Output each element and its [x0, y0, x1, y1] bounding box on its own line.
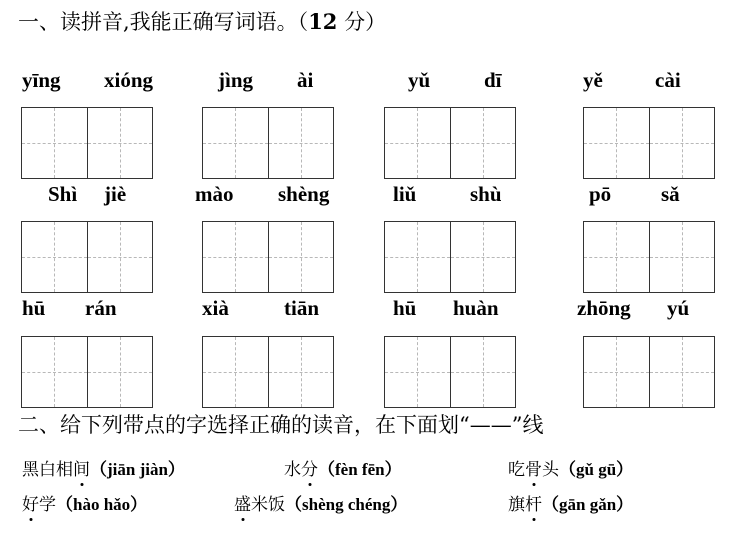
reading-item-6[interactable] [508, 490, 633, 515]
reading-item-2[interactable] [284, 455, 402, 480]
section-1-title-text: 一、读拼音,我能正确写词语。（ [18, 10, 309, 34]
writing-box-r2-g2[interactable] [202, 221, 334, 293]
pinyin-r3-g4-a: zhōng [577, 296, 631, 320]
pinyin-r1-g4-b: cài [655, 68, 681, 92]
reading-item-3[interactable] [508, 455, 633, 480]
char-cell[interactable] [22, 222, 87, 292]
writing-box-r3-g1[interactable] [21, 336, 153, 408]
pinyin-options[interactable]: （gǔ gū） [559, 460, 634, 479]
char-cell[interactable] [649, 108, 715, 178]
section-1-score: 12 [308, 9, 338, 34]
char-cell[interactable] [450, 108, 516, 178]
pinyin-r2-g1-b: jiè [104, 182, 127, 206]
char-cell[interactable] [22, 108, 87, 178]
pinyin-r1-g3-a: yǔ [408, 68, 431, 92]
pinyin-r2-g3-a: liǔ [393, 182, 417, 206]
writing-box-r2-g4[interactable] [583, 221, 715, 293]
pinyin-options[interactable]: （gān gǎn） [542, 495, 634, 514]
char-cell[interactable] [203, 222, 268, 292]
section-1-title [18, 6, 386, 36]
dotted-char: 好 [22, 495, 39, 515]
writing-box-r2-g3[interactable] [384, 221, 516, 293]
writing-box-r1-g2[interactable] [202, 107, 334, 179]
dotted-char: 盛 [234, 495, 251, 515]
pinyin-r3-g1-a: hū [22, 296, 46, 320]
section-2-title: 二、给下列带点的字选择正确的读音，在下面划“——”线 [18, 413, 544, 437]
pinyin-r2-g4-a: pō [589, 182, 612, 206]
section-1-title-end: 分） [337, 10, 387, 34]
reading-item-5[interactable] [234, 490, 407, 515]
pinyin-r1-g1-b: xióng [104, 68, 154, 92]
pinyin-r1-g2-b: ài [297, 68, 314, 92]
pinyin-options[interactable]: （hào hǎo） [56, 495, 148, 514]
item-text-pre: 旗 [508, 495, 525, 515]
pinyin-r2-g3-b: shù [470, 182, 502, 206]
char-cell[interactable] [649, 222, 715, 292]
pinyin-r3-g2-a: xià [202, 296, 229, 320]
reading-item-4[interactable] [22, 490, 147, 515]
item-text-post: 米饭 [251, 495, 285, 515]
pinyin-r3-g4-b: yú [667, 296, 690, 320]
writing-box-r1-g3[interactable] [384, 107, 516, 179]
writing-box-r3-g3[interactable] [384, 336, 516, 408]
char-cell[interactable] [87, 337, 153, 407]
reading-item-1[interactable] [22, 455, 185, 480]
char-cell[interactable] [649, 337, 715, 407]
pinyin-r1-g2-a: jìng [218, 68, 254, 92]
writing-box-r1-g4[interactable] [583, 107, 715, 179]
char-cell[interactable] [22, 337, 87, 407]
char-cell[interactable] [87, 222, 153, 292]
pinyin-r3-g1-b: rán [85, 296, 117, 320]
char-cell[interactable] [268, 108, 334, 178]
item-text-pre: 黑白相 [22, 460, 73, 480]
pinyin-options[interactable]: （shèng chéng） [285, 495, 408, 514]
pinyin-r3-g2-b: tiān [284, 296, 320, 320]
item-text-pre: 吃 [508, 460, 525, 480]
pinyin-options[interactable]: （jiān jiàn） [90, 460, 185, 479]
dotted-char: 杆 [525, 495, 542, 515]
char-cell[interactable] [385, 108, 450, 178]
char-cell[interactable] [268, 222, 334, 292]
writing-box-r3-g4[interactable] [583, 336, 715, 408]
pinyin-r3-g3-b: huàn [453, 296, 499, 320]
pinyin-r3-g3-a: hū [393, 296, 417, 320]
pinyin-r2-g4-b: sǎ [661, 182, 680, 206]
pinyin-options[interactable]: （fèn fēn） [318, 460, 402, 479]
dotted-char: 间 [73, 460, 90, 480]
char-cell[interactable] [450, 222, 516, 292]
char-cell[interactable] [584, 222, 649, 292]
pinyin-r2-g2-a: mào [195, 182, 234, 206]
dotted-char: 分 [301, 460, 318, 480]
writing-box-r3-g2[interactable] [202, 336, 334, 408]
char-cell[interactable] [203, 108, 268, 178]
char-cell[interactable] [203, 337, 268, 407]
char-cell[interactable] [584, 337, 649, 407]
item-text-post: 头 [542, 460, 559, 480]
char-cell[interactable] [268, 337, 334, 407]
pinyin-r1-g1-a: yīng [22, 68, 61, 92]
dotted-char: 骨 [525, 460, 542, 480]
writing-box-r2-g1[interactable] [21, 221, 153, 293]
pinyin-r1-g4-a: yě [583, 68, 603, 92]
char-cell[interactable] [385, 222, 450, 292]
pinyin-r2-g1-a: Shì [48, 182, 78, 206]
pinyin-r1-g3-b: dī [484, 68, 502, 92]
char-cell[interactable] [87, 108, 153, 178]
item-text-pre: 水 [284, 460, 301, 480]
pinyin-r2-g2-b: shèng [278, 182, 330, 206]
char-cell[interactable] [385, 337, 450, 407]
char-cell[interactable] [450, 337, 516, 407]
char-cell[interactable] [584, 108, 649, 178]
writing-box-r1-g1[interactable] [21, 107, 153, 179]
item-text-post: 学 [39, 495, 56, 515]
